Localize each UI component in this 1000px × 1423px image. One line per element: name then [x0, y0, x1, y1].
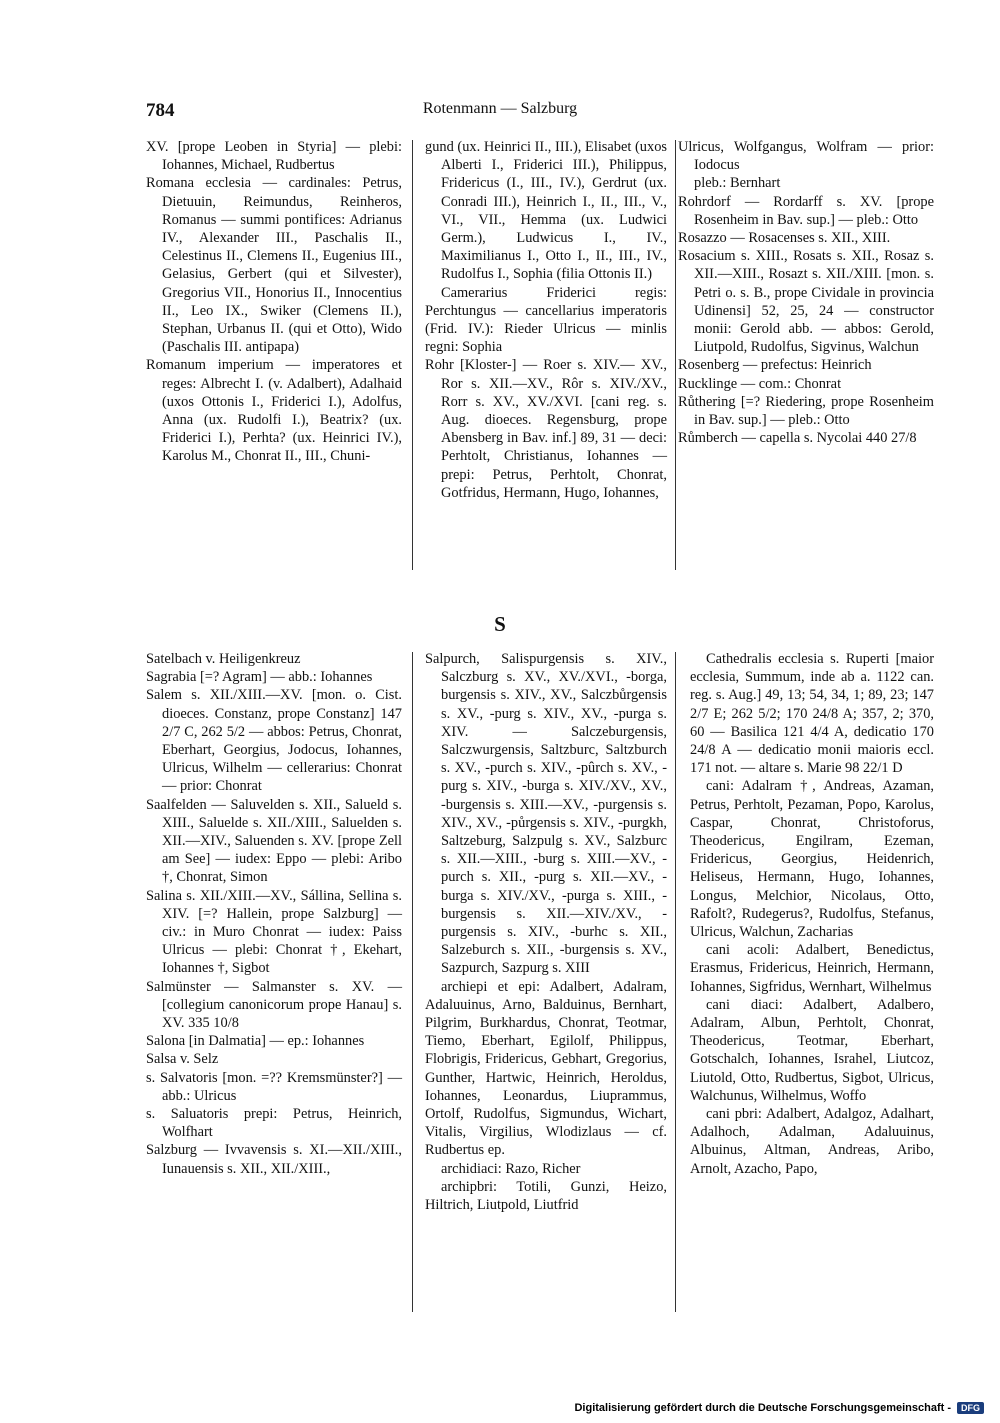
entry: archidiaci: Razo, Richer [441, 1160, 581, 1177]
entry: Rosacium s. XIII., Rosats s. XII., Rosaz s. XII.—XIII., Rosazt s. XII./XIII. [mon. s. Petri o. s. B., prope Cividale in provincia Udinensi] 52, 25, 24 — constructor monii: Gerold abb. — abbos: Gerold, Liutpold, Rudolfus, Sigvinus, Walchun [678, 248, 934, 356]
entry: Sagrabia [=? Agram] — abb.: Iohannes [146, 669, 373, 686]
top-column-1 [146, 138, 402, 466]
entry: Rohr [Kloster-] — Roer s. XIV.— XV., Ror s. XII.—XV., Rôr s. XIV./XV., Rorr s. XV., XV./XVI. [cani reg. s. Aug. dioeces. Regensburg, prope Abensberg in Bav. inf.] 89, 31 — deci: Perhtolt, Christianus, Iohannes — prepi: Petrus, Perhtolt, Chonrat, Gotfridus, Hermann, Hugo, Iohannes, [425, 357, 667, 501]
entry: Romana ecclesia — cardinales: Petrus, Dietuuin, Reimundus, Reinheros, Romanus — summi pontifices: Adrianus IV., Alexander III., Paschalis II., Celestinus II., Clemens II., Eugenius III., Gelasius, Gerbert (qui et Silvester), Gregorius VII., Honorius II., Innocentius II., Leo IX., Swiker (Clemens II.), Stephan, Urbanus II. (qui et Otto), Wido (Paschalis III. antipapa) [146, 175, 402, 356]
entry: pleb.: Bernhart [694, 175, 781, 192]
entry: XV. [prope Leoben in Styria] — plebi: Iohannes, Michael, Rudbertus [146, 139, 402, 174]
top-column-3 [678, 138, 934, 447]
entry: Růthering [=? Riedering, prope Rosenheim in Bav. sup.] — pleb.: Otto [678, 393, 934, 429]
footer-text: Digitalisierung gefördert durch die Deutsche Forschungsgemeinschaft - [574, 1402, 951, 1414]
column-rule [675, 140, 676, 570]
entry: s. Saluatoris prepi: Petrus, Heinrich, Wolfhart [146, 1106, 402, 1141]
bottom-column-3 [690, 650, 934, 1178]
entry: Satelbach v. Heiligenkreuz [146, 651, 301, 667]
bottom-column-1 [146, 650, 402, 1178]
section-letter: S [494, 612, 506, 636]
entry: Salzburg — Ivvavensis s. XI.—XII./XIII., Iunauensis s. XII., XII./XIII., [146, 1142, 402, 1177]
entry: Rohrdorf — Rordarff s. XV. [prope Rosenheim in Bav. sup.] — pleb.: Otto [678, 193, 934, 228]
entry: Salem s. XII./XIII.—XV. [mon. o. Cist. dioeces. Constanz, prope Constanz] 147 2/7 C, 262 5/2 — abbos: Petrus, Chonrat, Eberhart, Georgius, Jodocus, Iohannes, Ulricus, Wilhelm — cellerarius: Chonrat — prior: Chonrat [146, 687, 402, 795]
entry: Ulricus, Wolfgangus, Wolfram — prior: Iodocus [678, 139, 934, 174]
entry: gund (ux. Heinrici II., III.), Elisabet (uxos Alberti I., Friderici III.), Philippus, Fridericus (I., III., IV.), Gerdrut (ux. Conradi III.), Heinrich I., II., III., V., VI., VII., Hemma (ux. Ludwici Germ.), Ludwicus I., IV., Maximilianus I., Otto I., II., III., IV., Rudolfus I., Sophia (filia Ottonis II.) [425, 139, 667, 283]
entry: Rosenberg — prefectus: Heinrich [678, 357, 872, 374]
entry: s. Salvatoris [mon. =?? Kremsmünster?] — abb.: Ulricus [146, 1069, 402, 1104]
entry: Salina s. XII./XIII.—XV., Sállina, Sellina s. XIV. [=? Hallein, prope Salzburg] — civ.: in Muro Chonrat — iudex: Paiss Ulricus — plebi: Chonrat †, Ekehart, Iohannes †, Sigbot [146, 887, 402, 977]
entry: Camerarius Friderici regis: Perchtungus — cancellarius imperatoris (Frid. IV.): Rieder Ulricus — minlis regni: Sophia [425, 284, 667, 356]
entry: Salpurch, Salispurgensis s. XIV., Salczburg s. XV., XV./XVI., -borga, burgensis s. XIV., XV., Salczbůrgensis s. XV., -purg s. XIV., XV., -purga s. XIV. — Salczeburgensis, Salczwurgensis, Saltzburc, Saltzburch s. XV., -purch s. XIV., -pûrch s. XV., -purg s. XIV., -burga s. XIV./XV., XV., -burgensis s. XIII.—XV., -purgensis s. XIV., XV., -půrgensis s. XIV., -purgkh, Saltzeburg, Salzpulg s. XV., Salzburc s. XII.—XIII., -burg s. XIII.—XV., -purch s. XII., -purg s. XII.—XV., -burga s. XIV./XV., -purga s. XIII., -burgensis s. XII.—XIV./XV., -purgensis s. XIV., -burhc s. XII., Salzeburch s. XII., -burgensis s. XV., Sazpurch, Sazpurg s. XIII [425, 651, 667, 977]
entry: Salmünster — Salmanster s. XV. — [collegium canonicorum prope Hanau] s. XV. 335 10/8 [146, 978, 402, 1032]
running-head: Rotenmann — Salzburg [422, 100, 578, 117]
entry: cani acoli: Adalbert, Benedictus, Erasmus, Fridericus, Heinrich, Hermann, Iohannes, Sigfridus, Wernhart, Wilhelmus [690, 942, 934, 995]
entry: cani diaci: Adalbert, Adalbero, Adalram, Albun, Perhtolt, Chonrat, Theodericus, Teotmar, Eberhart, Gotschalch, Iohannes, Israhel, Liutcoz, Liutold, Otto, Rudbertus, Sigbot, Ulricus, Walchunus, Wilhelmus, Woffo [690, 996, 934, 1104]
top-column-2 [425, 138, 667, 502]
column-rule [412, 652, 413, 1312]
entry: Rosazzo — Rosacenses s. XII., XIII. [678, 230, 891, 247]
bottom-column-2 [425, 650, 667, 1214]
column-rule [675, 652, 676, 1312]
entry: Saalfelden — Saluvelden s. XII., Salueld s. XIII., Saluelde s. XII./XIII., Saluelden s. XII.—XIV., Saluenden s. XV. [prope Zell am See] — iudex: Eppo — plebi: Aribo †, Chonrat, Simon [146, 796, 402, 886]
entry: Cathedralis ecclesia s. Ruperti [maior ecclesia, Summum, inde ab a. 1122 can. reg. s. Aug.] 49, 13; 54, 34, 1; 89, 23; 147 2/7 E; 262 5/2; 170 24/8 A; 357, 2; 370, 60 — Basilica 121 4/4 A, dedicatio 170 24/8 A — dedicatio monii maioris eccl. 171 not. — altare s. Marie 98 22/1 D [690, 651, 934, 777]
entry: archipbri: Totili, Gunzi, Heizo, Hiltrich, Liutpold, Liutfrid [425, 1178, 667, 1214]
entry: Salsa v. Selz [146, 1051, 219, 1068]
entry: cani pbri: Adalbert, Adalgoz, Adalhart, Adalhoch, Adalman, Adaluuinus, Albuinus, Altman, Andreas, Aribo, Arnolt, Azacho, Papo, [690, 1106, 934, 1177]
footer [574, 1402, 984, 1414]
entry: cani: Adalram †, Andreas, Azaman, Petrus, Perhtolt, Pezaman, Popo, Karolus, Caspar, Chonrat, Christoforus, Theodericus, Engilram, Ezeman, Fridericus, Georgius, Heidenrich, Heliseus, Hermann, Hugo, Iohannes, Longus, Melchior, Nicolaus, Otto, Rafolt?, Rudegerus?, Rudolfus, Stefanus, Ulricus, Walchun, Zacharias [690, 778, 934, 941]
entry: archiepi et epi: Adalbert, Adalram, Adaluuinus, Arno, Balduinus, Bernhart, Pilgrim, Burkhardus, Chonrat, Teotmar, Tiemo, Eberhart, Egilolf, Philippus, Flobrigis, Fridericus, Gebhart, Gregorius, Gunther, Hartwic, Heinrich, Heroldus, Iohannes, Leonardus, Liuprammus, Ortolf, Rudolfus, Sigmundus, Wichart, Vitalis, Virgilius, Wlodizlaus — cf. Rudbertus ep. [425, 978, 667, 1159]
entry: Rucklinge — com.: Chonrat [678, 375, 842, 392]
page-number: 784 [146, 100, 175, 121]
column-rule [412, 140, 413, 570]
entry: Romanum imperium — imperatores et reges: Albrecht I. (v. Adalbert), Adalhaid (uxos Ottonis I., Friderici I.), Adolfus, Anna (ux. Rudolfi I.), Beatrix? (ux. Friderici I.), Perhta? (ux. Heinrici IV.), Karolus M., Chonrat II., III., Chuni- [146, 357, 402, 465]
dfg-logo-icon: DFG [957, 1402, 984, 1414]
entry: Růmberch — capella s. Nycolai 440 27/8 [678, 430, 917, 447]
entry: Salona [in Dalmatia] — ep.: Iohannes [146, 1033, 365, 1050]
